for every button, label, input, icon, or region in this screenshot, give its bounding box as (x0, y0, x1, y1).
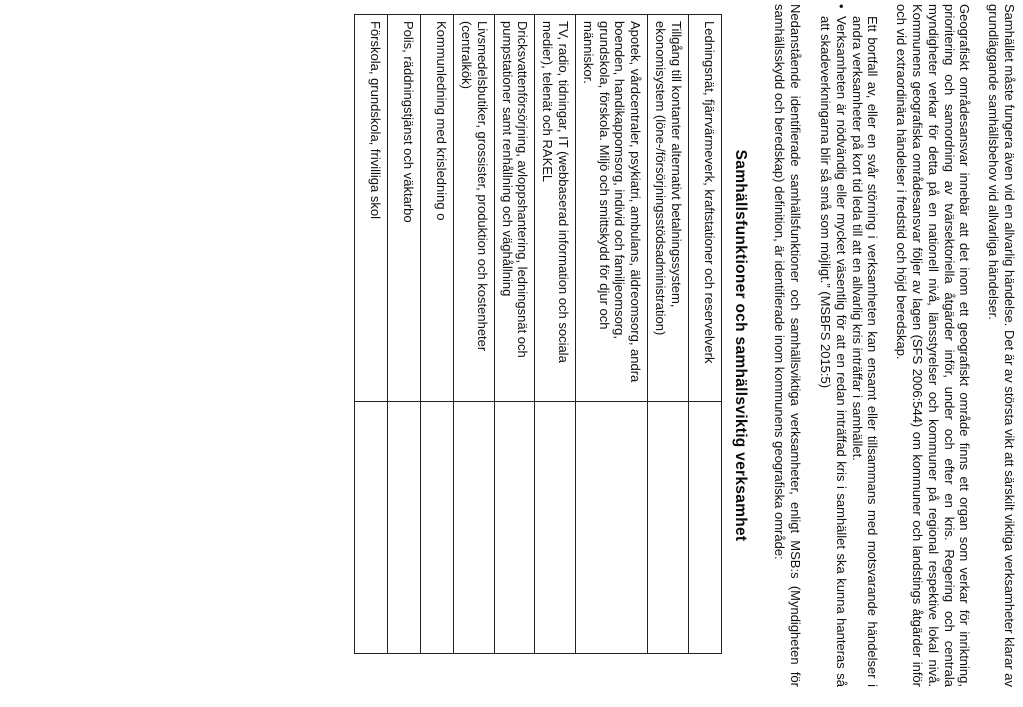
table-cell: TV, radio, tidningar, IT (webbaserad information och sociala medier), telenät och RAKEL (535, 15, 576, 402)
table-cell-empty (535, 402, 576, 654)
criteria-list (817, 4, 880, 687)
intro-paragraph: Samhället måste fungera även vid en allvarlig händelse. Det är av största vikt att särskilt viktiga verksamheter klarar av grundläggande samhällsbehov vid allvarliga händelser. (986, 4, 1017, 687)
table-cell: Dricksvattenförsörjning, avloppshantering, ledningsnät och pumpstationer samt renhållning och väghållning (494, 15, 535, 402)
criteria-item (817, 4, 849, 687)
criteria-item (849, 4, 881, 687)
table-row (454, 15, 495, 654)
table-cell: Apotek, vårdcentraler, psykiatri, ambulans, äldreomsorg, andra boenden, handikappomsorg, individ och familjeomsorg, grundskola, förskola. Miljö och smittskydd för djur och människor. (576, 15, 648, 402)
table-cell: Kommunledning med krisledning o (421, 15, 454, 402)
table-cell-empty (688, 402, 721, 654)
table-cell: Polis, räddningstjänst och väktarbo (388, 15, 421, 402)
area-responsibility-paragraph: Geografiskt områdesansvar innebär att det inom ett geografiskt område finns ett organ som verkar för inriktning, prioritering och samordning av tvärsektoriella åtgärder inför, under och efter en kris. Regering och centrala myndigheter verkar för detta på en nationell nivå, länsstyrelser och kommuner på regional respektive lokal nivå. Kommunens geografiska områdesansvar följer av lagen (SFS 2006:544) om kommuner och landstings åtgärder inför och vid extraordinära händelser i fredstid och höjd beredskap. (894, 4, 973, 687)
table-heading: Samhällsfunktioner och samhällsviktig verksamhet (731, 149, 749, 542)
table-cell-empty (576, 402, 648, 654)
table-row (388, 15, 421, 654)
table-cell: Tillgång till kontanter alternativt betalningssystem, ekonomisystem (löne-/försörjningsstödsadministration) (648, 15, 689, 402)
table-row (421, 15, 454, 654)
table-row (648, 15, 689, 654)
functions-table (354, 14, 722, 654)
table-row (494, 15, 535, 654)
table-row (688, 15, 721, 654)
table-cell-empty (494, 402, 535, 654)
table-cell-empty (454, 402, 495, 654)
table-row (535, 15, 576, 654)
table-row (576, 15, 648, 654)
table-cell: Ledningsnät, fjärrvärmeverk, kraftstationer och reservelverk (688, 15, 721, 402)
table-cell-empty (388, 402, 421, 654)
table-cell: Livsmedelsbutiker, grossister, produktion och kostenheter (centralkök) (454, 15, 495, 402)
table-cell-empty (648, 402, 689, 654)
table-cell-empty (355, 402, 388, 654)
bullet-icon: • (833, 4, 849, 9)
table-cell-empty (421, 402, 454, 654)
criteria-item-text: Verksamheten är nödvändig eller mycket väsentlig för att en redan inträffad kris i samhället ska kunna hanteras så att skadeverkningarna blir så små som möjligt.” (MSBFS 2015:5) (818, 16, 849, 687)
identified-functions-paragraph: Nedanstående identifierade samhällsfunktioner och samhällsviktiga verksamheter, enligt MSB:s (Myndigheten för samhällsskydd och beredskap) definition, är identifierade inom kommunens geografiska område: (772, 4, 804, 687)
table-cell: Förskola, grundskola, frivilliga skol (355, 15, 388, 402)
criteria-item-text: Ett bortfall av, eller en svår störning i verksamheten kan ensamt eller tillsammans med motsvarande händelser i andra verksamheter på kort tid leda till att en allvarlig kris inträffar i samhället. (849, 16, 881, 687)
table-row (355, 15, 388, 654)
